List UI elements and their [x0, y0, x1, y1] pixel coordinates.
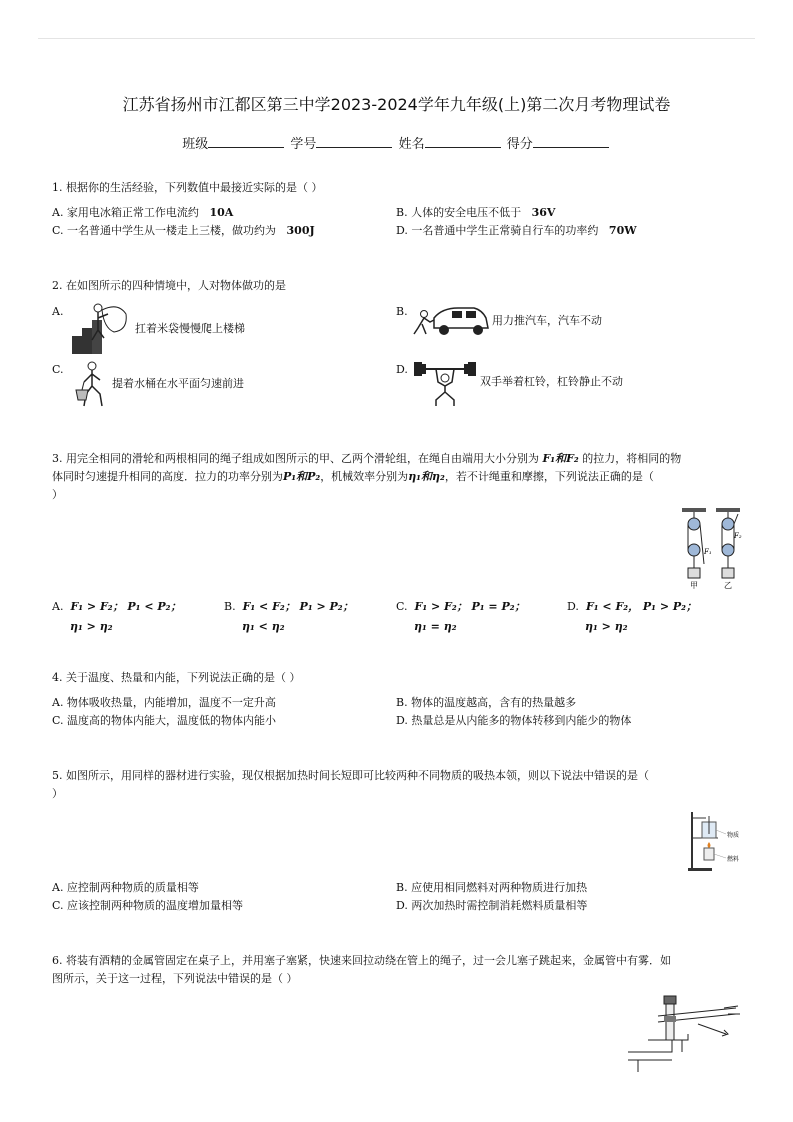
q5-option-b[interactable]: B. 应使用相同燃料对两种物质进行加热 [396, 881, 588, 894]
apparatus-label-fuel: 燃料 [727, 856, 740, 863]
q3-option-a[interactable]: A. F₁ > F₂； P₁ < P₂； [52, 600, 182, 613]
q4-option-c[interactable]: C. 温度高的物体内能大，温度低的物体内能小 [52, 714, 277, 727]
q3-option-a-eta: η₁ > η₂ [70, 620, 113, 633]
name-field[interactable]: 姓名 [399, 133, 503, 152]
climbing-stairs-figure [66, 300, 136, 356]
q2-option-d-letter[interactable]: D. [396, 363, 408, 376]
student-info-fields [0, 133, 793, 152]
student-id-field[interactable]: 学号 [290, 133, 394, 152]
q2-option-c-letter[interactable]: C. [52, 363, 64, 376]
exam-title: 江苏省扬州市江都区第三中学2023-2024学年九年级(上)第二次月考物理试卷 [122, 95, 671, 114]
q5-option-a[interactable]: A. 应控制两种物质的质量相等 [52, 881, 199, 894]
q3-option-b[interactable]: B. F₁ < F₂； P₁ > P₂； [224, 600, 354, 613]
pulley-systems-figure [676, 508, 746, 590]
q4-option-b[interactable]: B. 物体的温度越高，含有的热量越多 [396, 696, 577, 709]
q1-option-c[interactable]: C. 一名普通中学生从一楼走上三楼，做功约为 300J [52, 224, 315, 237]
q6-stem-line1: 6. 将装有酒精的金属管固定在桌子上，并用塞子塞紧，快速来回拉动绕在管上的绳子，过一会儿塞子跳起来，金属管中有雾．如 [52, 954, 671, 967]
holding-barbell-figure [412, 360, 478, 408]
q2-option-b-caption: 用力推汽车，汽车不动 [492, 314, 602, 327]
pulley-label-f2: F₂ [734, 532, 742, 540]
q3-option-c-eta: η₁ = η₂ [414, 620, 457, 633]
q3-option-b-eta: η₁ < η₂ [242, 620, 285, 633]
q2-stem: 2. 在如图所示的四种情境中，人对物体做功的是 [52, 279, 286, 292]
header-rule [38, 38, 755, 39]
q2-option-a-letter[interactable]: A. [52, 305, 64, 318]
q5-stem-line1: 5. 如图所示，用同样的器材进行实验，现仅根据加热时间长短即可比较两种不同物质的吸热本领，则以下说法中错误的是（ [52, 769, 649, 782]
q2-option-a-caption: 扛着米袋慢慢爬上楼梯 [135, 322, 245, 335]
class-field[interactable]: 班级 [182, 133, 286, 152]
q3-option-c[interactable]: C. F₁ > F₂； P₁ = P₂； [396, 600, 526, 613]
q3-option-d-eta: η₁ > η₂ [585, 620, 628, 633]
q1-stem: 1. 根据你的生活经验，下列数值中最接近实际的是（ ） [52, 181, 323, 194]
q3-stem-line1: 3. 用完全相同的滑轮和两根相同的绳子组成如图所示的甲、乙两个滑轮组，在绳自由端用大小分别为 F₁和F₂ 的拉力，将相同的物 [52, 452, 682, 465]
q2-option-b-letter[interactable]: B. [396, 305, 408, 318]
pulley-label-jia: 甲 [690, 581, 698, 590]
pushing-car-figure [412, 302, 492, 338]
pulley-label-yi: 乙 [724, 581, 732, 590]
q2-option-d-caption: 双手举着杠铃，杠铃静止不动 [480, 375, 623, 388]
q4-stem: 4. 关于温度、热量和内能，下列说法正确的是（ ） [52, 671, 301, 684]
pulley-label-f1: F₁ [704, 548, 712, 556]
q6-stem-line2: 图所示，关于这一过程，下列说法中错误的是（ ） [52, 972, 298, 985]
q2-option-c-caption: 提着水桶在水平面匀速前进 [112, 377, 244, 390]
q5-stem-line2: ） [52, 787, 63, 800]
metal-tube-rope-figure [628, 994, 740, 1074]
q3-stem-line2: 体同时匀速提升相同的高度．拉力的功率分别为P₁和P₂，机械效率分别为η₁和η₂，若不计绳重和摩擦，下列说法正确的是（ [52, 470, 654, 483]
q4-option-a[interactable]: A. 物体吸收热量，内能增加，温度不一定升高 [52, 696, 276, 709]
score-field[interactable]: 得分 [507, 133, 611, 152]
carrying-bucket-figure [72, 360, 112, 412]
q4-option-d[interactable]: D. 热量总是从内能多的物体转移到内能少的物体 [396, 714, 632, 727]
q5-option-d[interactable]: D. 两次加热时需控制消耗燃料质量相等 [396, 899, 588, 912]
q3-option-d[interactable]: D. F₁ < F₂， P₁ > P₂； [567, 600, 697, 613]
q5-option-c[interactable]: C. 应该控制两种物质的温度增加量相等 [52, 899, 244, 912]
heating-apparatus-figure [684, 808, 744, 872]
q1-option-b[interactable]: B. 人体的安全电压不低于 36V [396, 206, 556, 219]
apparatus-label-substance: 物质 [727, 832, 740, 839]
q3-stem-line3: ） [52, 488, 63, 501]
q1-option-a[interactable]: A. 家用电冰箱正常工作电流约 10A [52, 206, 234, 219]
q1-option-d[interactable]: D. 一名普通中学生正常骑自行车的功率约 70W [396, 224, 637, 237]
